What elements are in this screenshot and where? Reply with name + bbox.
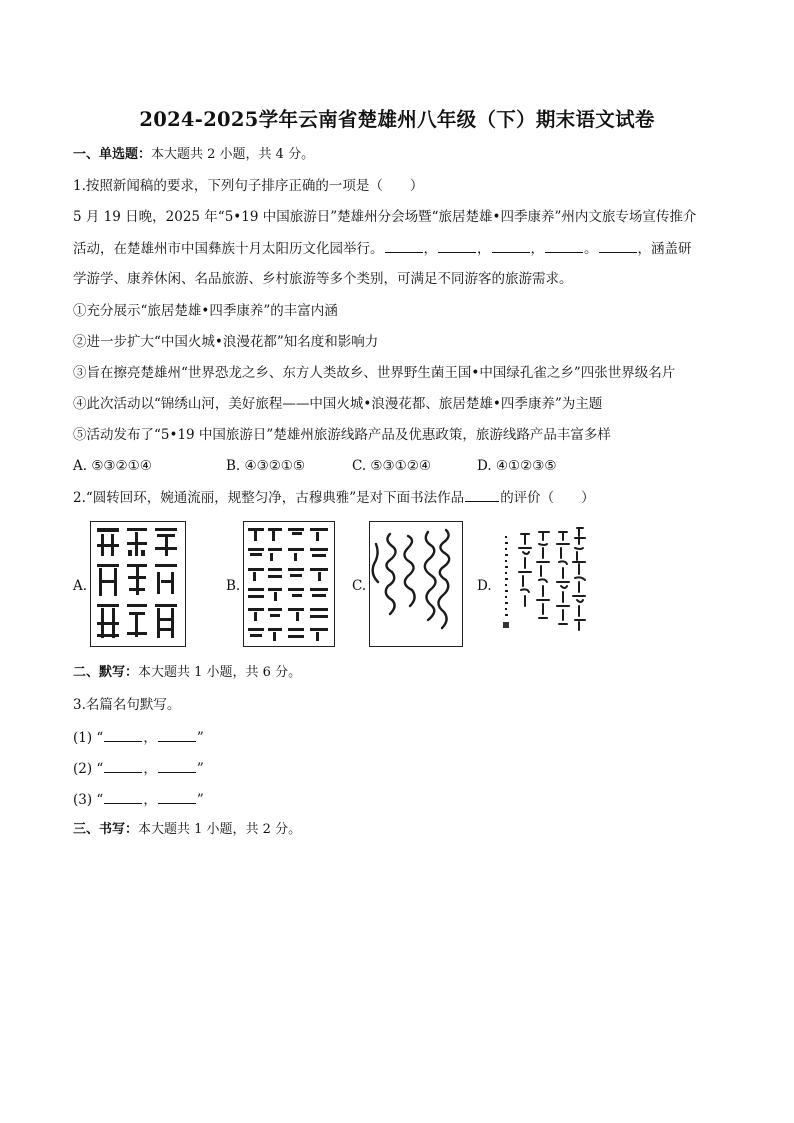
answer-blank[interactable] (465, 489, 499, 502)
calligraphy-sample-c (370, 522, 462, 646)
clerical-script-calligraphy-image[interactable] (243, 521, 335, 647)
section-2-header (73, 665, 301, 681)
q1-item: ①充分展示“旅居楚雄•四季康养”的丰富内涵 (73, 303, 338, 319)
q1-item: ③旨在擦亮楚雄州“世界恐龙之乡、东方人类故乡、世界野生菌王国•中国绿孔雀之乡”四张世界级名片 (73, 365, 676, 381)
q1-para-text: 活动，在楚雄州市中国彝族十月太阳历文化园举行。 (73, 241, 384, 257)
q1-option-a[interactable]: A. ⑤③②①④ (73, 458, 152, 474)
q2-option-b[interactable]: B. (226, 578, 241, 594)
q1-item: ④此次活动以“锦绣山河，美好旅程——中国火城•浪漫花都、旅居楚雄•四季康养”为主题 (73, 396, 603, 412)
section-desc: 本大题共 1 小题，共 6 分。 (138, 665, 302, 680)
page-title: 2024-2025学年云南省楚雄州八年级（下）期末语文试卷 (139, 108, 655, 131)
q3-item-2: (2) “ ， ” (73, 761, 204, 777)
q3-item-3: (3) “ ， ” (73, 792, 204, 808)
q2-option-c[interactable]: C. (352, 578, 367, 594)
answer-blank[interactable] (492, 240, 530, 253)
answer-blank[interactable] (599, 240, 637, 253)
q2-stem-text: 的评价（ ） (500, 490, 595, 506)
answer-blank[interactable] (438, 240, 476, 253)
section-heading: 三、书写： (73, 822, 139, 837)
q1-option-d[interactable]: D. ④①②③⑤ (477, 458, 557, 474)
q2-stem (73, 489, 595, 506)
answer-blank[interactable] (104, 760, 142, 773)
q2-option-d[interactable]: D. (477, 578, 492, 594)
calligraphy-sample-a (91, 522, 185, 646)
q1-para-line-3: 学游学、康养休闲、名品旅游、乡村旅游等多个类别，可满足不同游客的旅游需求。 (73, 271, 573, 287)
answer-blank[interactable] (104, 729, 142, 742)
q2-option-a[interactable]: A. (73, 578, 88, 594)
seal-script-calligraphy-image[interactable] (90, 521, 186, 647)
answer-blank[interactable] (158, 760, 196, 773)
q1-item: ⑤活动发布了“5•19 中国旅游日”楚雄州旅游线路产品及优惠政策，旅游线路产品丰富多样 (73, 427, 611, 443)
q3-stem: 3.名篇名句默写。 (73, 697, 181, 713)
section-heading: 一、单选题： (73, 147, 152, 162)
q1-item: ②进一步扩大“中国火城•浪漫花都”知名度和影响力 (73, 334, 379, 350)
section-desc: 本大题共 2 小题，共 4 分。 (151, 147, 315, 162)
calligraphy-sample-b (244, 522, 334, 646)
section-1-header (73, 147, 314, 163)
answer-blank[interactable] (545, 240, 583, 253)
running-script-calligraphy-image[interactable] (492, 521, 590, 647)
q1-para-text: ，涵盖研 (637, 241, 692, 257)
q1-para-line-2: 活动，在楚雄州市中国彝族十月太阳历文化园举行。 ， ， ， 。 ，涵盖研 (73, 241, 692, 257)
q1-stem: 1.按照新闻稿的要求，下列句子排序正确的一项是（ ） (73, 178, 424, 194)
section-3-header (73, 822, 301, 838)
cursive-script-calligraphy-image[interactable] (369, 521, 463, 647)
q1-para-line-1: 5 月 19 日晚，2025 年“5•19 中国旅游日”楚雄州分会场暨“旅居楚雄•四季康养”州内文旅专场宣传推介 (73, 209, 697, 225)
q2-stem-text: 2.“圆转回环，婉通流丽，规整匀净，古穆典雅”是对下面书法作品 (73, 490, 465, 506)
q3-item-1: (1) “ ， ” (73, 730, 204, 746)
q3-item-number: (1) (73, 730, 93, 746)
section-heading: 二、默写： (73, 665, 139, 680)
q1-option-b[interactable]: B. ④③②①⑤ (226, 458, 306, 474)
answer-blank[interactable] (385, 240, 423, 253)
answer-blank[interactable] (104, 791, 142, 804)
answer-blank[interactable] (158, 729, 196, 742)
section-desc: 本大题共 1 小题，共 2 分。 (138, 822, 302, 837)
q1-option-c[interactable]: C. ⑤③①②④ (352, 458, 431, 474)
answer-blank[interactable] (158, 791, 196, 804)
q3-item-number: (3) (73, 792, 93, 808)
calligraphy-sample-d (493, 522, 589, 646)
q3-item-number: (2) (73, 761, 93, 777)
